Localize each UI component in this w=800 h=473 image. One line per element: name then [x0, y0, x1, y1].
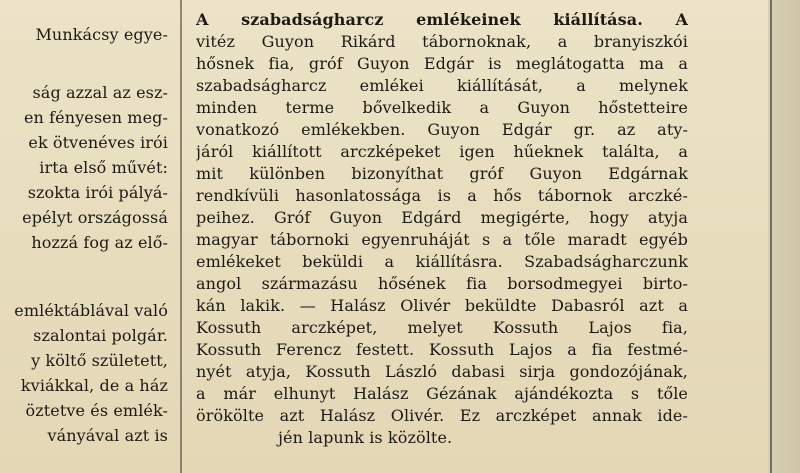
article-line: járól kiállított arczképeket igen hűeknek találta, a — [196, 142, 688, 161]
left-line: szalontai polgár. — [33, 326, 168, 345]
article-line: angol származásu hősének fia borsodmegyei birto- — [196, 274, 688, 293]
article-line: örökölte azt Halász Olivér. Ez arczképet annak ide- — [196, 406, 688, 425]
left-line: kviákkal, de a ház — [20, 376, 168, 395]
left-line: ványával azt is — [47, 426, 168, 445]
article-line: rendkívüli hasonlatossága is a hős tábornok arczké- — [196, 186, 688, 205]
left-line: emléktáblával való — [14, 301, 168, 320]
left-line: epélyt országossá — [22, 208, 168, 227]
article-last-line: jén lapunk is közölte. — [278, 428, 453, 447]
article-line: magyar tábornoki egyenruháját s a tőle maradt egyéb — [196, 230, 688, 249]
article-line: nyét atyja, Kossuth László dabasi sirja gondozójának, — [196, 362, 688, 381]
article-line: a már elhunyt Halász Gézának ajándékozta s tőle — [196, 384, 688, 403]
left-column — [0, 10, 170, 465]
left-line: hozzá fog az elő- — [31, 233, 168, 252]
left-line: Munkácsy egye- — [35, 25, 168, 44]
left-line: ek ötvenéves irói — [28, 133, 168, 152]
article-line: Kossuth Ferencz festett. Kossuth Lajos a fia festmé- — [196, 340, 688, 359]
article-title-line: A szabadságharcz emlékeinek kiállítása. A — [196, 10, 688, 29]
article-line: hősnek fia, gróf Guyon Edgár is meglátogatta ma a — [196, 54, 688, 73]
left-line: irta első művét: — [39, 158, 168, 177]
right-page-margin — [768, 0, 800, 473]
article-line: kán lakik. — Halász Olivér beküldte Dabasról azt a — [196, 296, 688, 315]
column-divider-left — [180, 0, 182, 473]
article-line: minden terme bővelkedik a Guyon hőstetteire — [196, 98, 688, 117]
column-divider-right — [770, 0, 772, 473]
article-line: vitéz Guyon Rikárd tábornoknak, a branyiszkói — [196, 32, 688, 51]
article-line: Kossuth arczképet, melyet Kossuth Lajos fia, — [196, 318, 688, 337]
article-line: mit különben bizonyíthat gróf Guyon Edgárnak — [196, 164, 688, 183]
article-line: peihez. Gróf Guyon Edgárd megigérte, hogy atyja — [196, 208, 688, 227]
left-line: en fényesen meg- — [23, 108, 168, 127]
left-line: y költő született, — [31, 351, 168, 370]
article-line: emlékeket beküldi a kiállításra. Szabadságharczunk — [196, 252, 688, 271]
article-line: szabadságharcz emlékei kiállítását, a melynek — [196, 76, 688, 95]
article-body — [196, 10, 688, 465]
left-line: ság azzal az esz- — [32, 83, 168, 102]
article-line: vonatkozó emlékekben. Guyon Edgár gr. az aty- — [196, 120, 688, 139]
left-line: öztetve és emlék- — [25, 401, 168, 420]
left-line: szokta irói pályá- — [27, 183, 168, 202]
